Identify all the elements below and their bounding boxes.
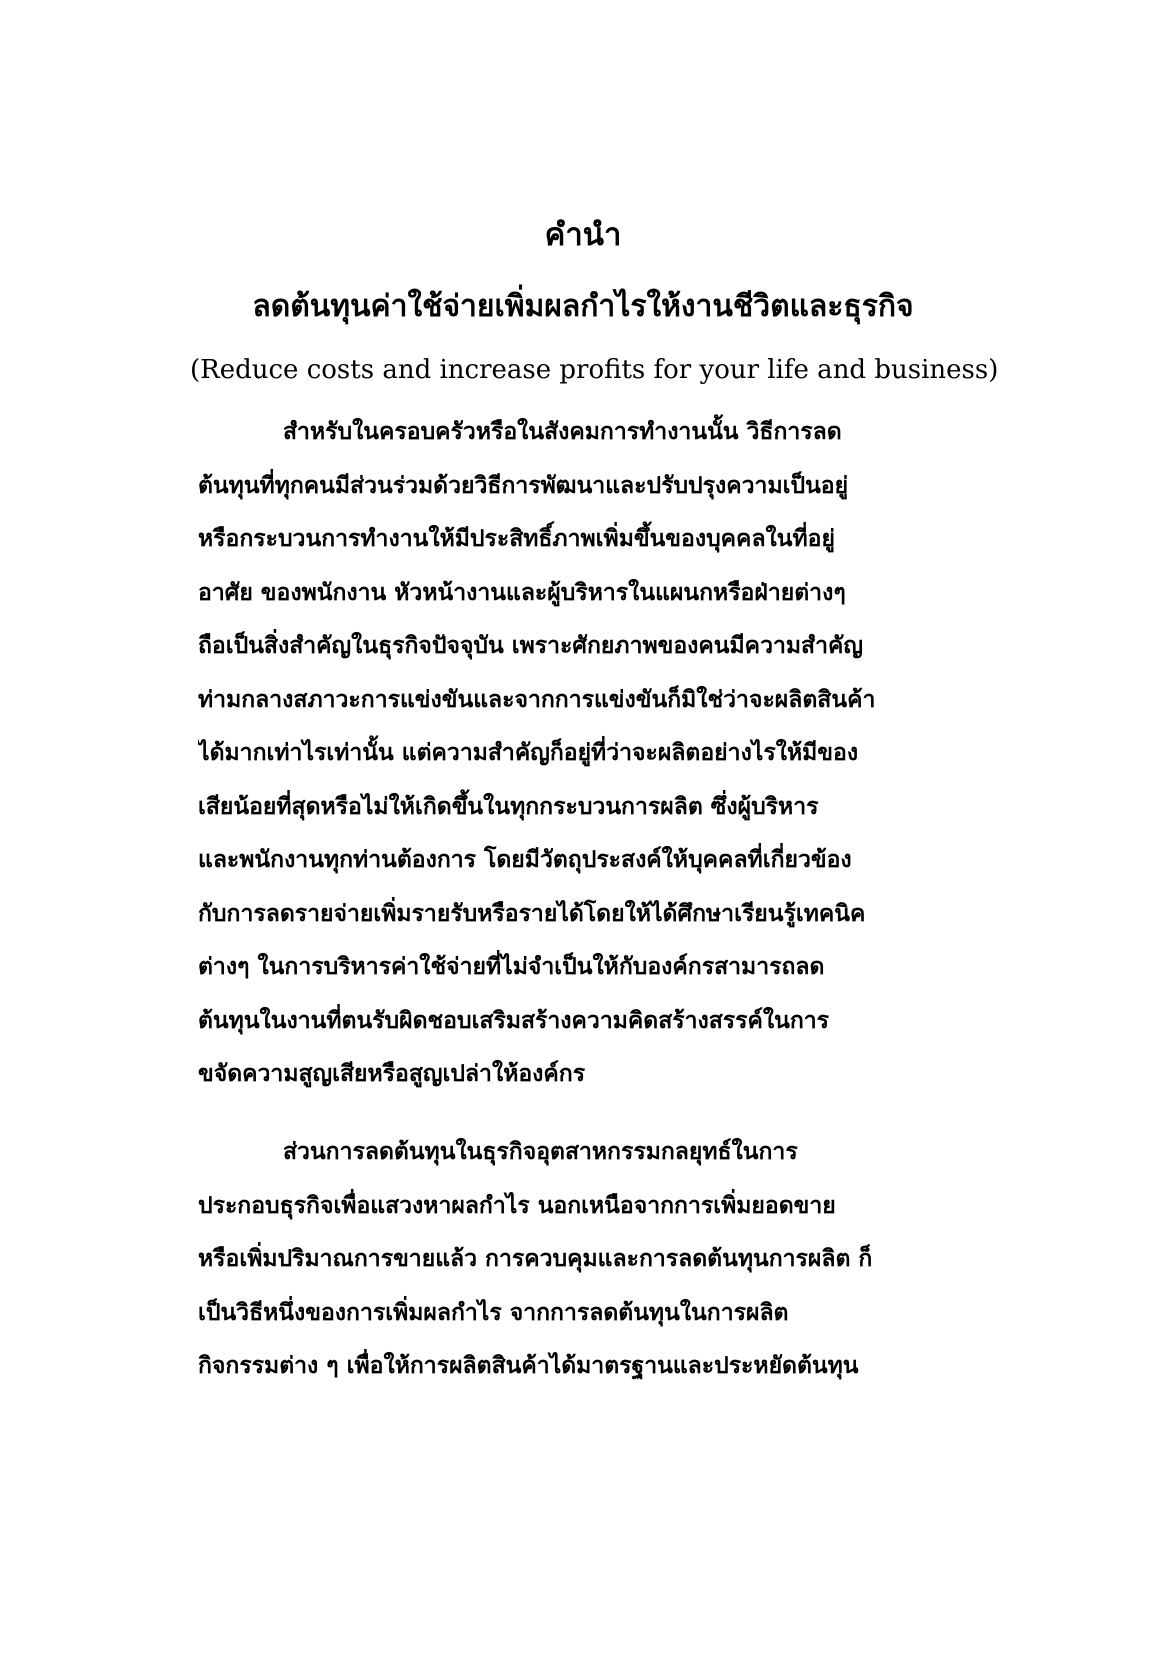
- paragraph-line: หรือเพิ่มปริมาณการขายแล้ว การควบคุมและการลดต้นทุนการผลิต ก็: [198, 1245, 873, 1272]
- paragraph-line: และพนักงานทุกท่านต้องการ โดยมีวัตถุประสงค์ให้บุคคลที่เกี่ยวข้อง: [198, 846, 852, 873]
- paragraph-line: ประกอบธุรกิจเพื่อแสวงหาผลกำไร นอกเหนือจากการเพิ่มยอดขาย: [198, 1191, 836, 1219]
- page-subtitle-english: (Reduce costs and increase profits for your life and business): [190, 355, 999, 385]
- paragraph-line: ขจัดความสูญเสียหรือสูญเปล่าให้องค์กร: [198, 1060, 586, 1087]
- paragraph-line: ต้นทุนที่ทุกคนมีส่วนร่วมด้วยวิธีการพัฒนาและปรับปรุงความเป็นอยู่: [198, 471, 849, 499]
- paragraph-line: ต่างๆ ในการบริหารค่าใช้จ่ายที่ไม่จำเป็นให้กับองค์กรสามารถลด: [198, 953, 825, 980]
- paragraph-line: ถือเป็นสิ่งสำคัญในธุรกิจปัจจุบัน เพราะศักยภาพของคนมีความสำคัญ: [198, 632, 863, 659]
- paragraph-line: ส่วนการลดต้นทุนในธุรกิจอุตสาหกรรมกลยุทธ์ในการ: [283, 1138, 798, 1165]
- paragraph-line: ท่ามกลางสภาวะการแข่งขันและจากการแข่งขันก็มิใช่ว่าจะผลิตสินค้า: [198, 685, 876, 713]
- paragraph-line: เสียน้อยที่สุดหรือไม่ให้เกิดขึ้นในทุกกระบวนการผลิต ซึ่งผู้บริหาร: [198, 792, 819, 820]
- paragraph-line: สำหรับในครอบครัวหรือในสังคมการทำงานนั้น วิธีการลด: [283, 418, 842, 445]
- paragraph-1: [198, 405, 968, 1101]
- paragraph-line: ได้มากเท่าไรเท่านั้น แต่ความสำคัญก็อยู่ที่ว่าจะผลิตอย่างไรให้มีของ: [198, 739, 859, 766]
- paragraph-line: ต้นทุนในงานที่ตนรับผิดชอบเสริมสร้างความคิดสร้างสรรค์ในการ: [198, 1006, 830, 1034]
- paragraph-line: กิจกรรมต่าง ๆ เพื่อให้การผลิตสินค้าได้มาตรฐานและประหยัดต้นทุน: [198, 1352, 859, 1379]
- paragraph-line: กับการลดรายจ่ายเพิ่มรายรับหรือรายได้โดยให้ได้ศึกษาเรียนรู้เทคนิค: [198, 899, 866, 927]
- paragraph-2: [198, 1125, 968, 1393]
- paragraph-line: หรือกระบวนการทำงานให้มีประสิทธิ์ภาพเพิ่มขึ้นของบุคคลในที่อยู่: [198, 525, 835, 552]
- paragraph-line: อาศัย ของพนักงาน หัวหน้างานและผู้บริหารในแผนกหรือฝ่ายต่างๆ: [198, 578, 846, 606]
- page-subtitle: ลดต้นทุนค่าใช้จ่ายเพิ่มผลกำไรให้งานชีวิตและธุรกิจ: [252, 289, 914, 324]
- page-title: คำนำ: [544, 217, 622, 253]
- paragraph-line: เป็นวิธีหนึ่งของการเพิ่มผลกำไร จากการลดต้นทุนในการผลิต: [198, 1298, 789, 1326]
